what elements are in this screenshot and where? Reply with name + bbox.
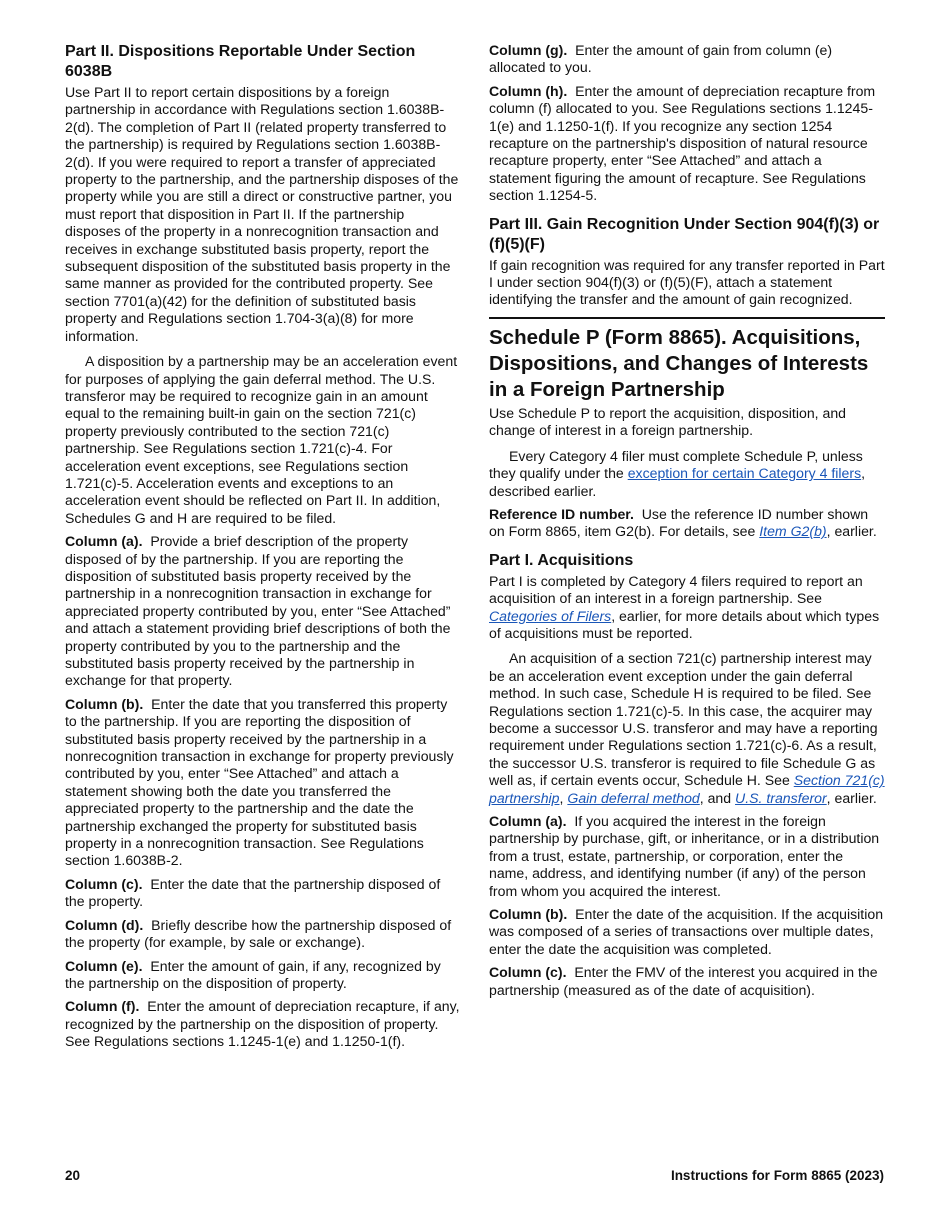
column-c-label: Column (c). xyxy=(65,875,143,892)
column-g-label: Column (g). xyxy=(489,42,568,58)
column-c-text: Enter the date that the partnership disposed of the property. xyxy=(65,875,441,910)
part1-column-a-text: If you acquired the interest in the foreign partnership by purchase, gift, or inheritance, or in a distribution from a trust, estate, partnership, or corporation, enter the name, address, and identifying number (if any) of the person from whom you acquired the interest. xyxy=(489,813,880,899)
schedule-p-heading: Schedule P (Form 8865). Acquisitions, Dispositions, and Changes of Interests in a Foreign Partnership xyxy=(489,325,869,401)
page-number: 20 xyxy=(65,1168,81,1183)
column-d-text: Briefly describe how the partnership disposed of the property (for example, by sale or exchange). xyxy=(65,916,452,951)
part1-p2-sep-2: , and xyxy=(699,789,736,806)
sp-p2-text-b: , described earlier. xyxy=(489,465,866,499)
column-d-label: Column (d). xyxy=(65,916,144,933)
reference-id-text-a: Use the reference ID number shown on Form 8865, item G2(b). For details, see xyxy=(489,505,869,540)
column-b-text: Enter the date that you transferred this property to the partnership. If you are reporting the disposition of substituted basis property received by the partnership in a nonrecognition transaction in exchange for property previously contributed by you, enter “See Attached” and attach a statement showing both the date you transferred the appreciated property to the partnership and the date the partnership exchanged the property for substituted basis property in a nonrecognition transaction. See Regulations section 1.6038B-2. xyxy=(65,695,454,869)
part1-heading: Part I. Acquisitions xyxy=(489,551,634,569)
part1-p2-sep-1: , xyxy=(559,789,568,806)
part1-column-c-label: Column (c). xyxy=(489,964,567,981)
reference-id-text-b: , earlier. xyxy=(826,523,877,540)
column-h-label: Column (h). xyxy=(489,82,568,99)
part1-p2-text-b: , earlier. xyxy=(826,789,877,806)
column-h-text: Enter the amount of depreciation recapture from column (f) allocated to you. See Regulations sections 1.1245-1(e) and 1.1250-1(f). If you recognize any section 1254 recapture on the partnership's disposition of natural resource recapture property, enter “See Attached” and attach a statement figuring the amount of recapture. See Regulations section 1.1254-5. xyxy=(489,82,876,204)
section-721c-partnership-link[interactable]: Section 721(c) partnership xyxy=(489,772,885,806)
part1-column-c-text: Enter the FMV of the interest you acquired in the partnership (measured as of the date of acquisition). xyxy=(489,964,878,998)
column-f-label: Column (f). xyxy=(65,998,140,1015)
section-divider xyxy=(489,317,885,319)
column-b-label: Column (b). xyxy=(65,695,144,712)
exception-category-4-link[interactable]: exception for certain Category 4 filers xyxy=(627,465,862,482)
part3-heading: Part III. Gain Recognition Under Section 904(f)(3) or (f)(5)(F) xyxy=(489,215,880,253)
schedule-p-paragraph-2 xyxy=(489,448,885,500)
part1-paragraph-2 xyxy=(489,650,885,807)
item-g2b-link[interactable]: Item G2(b) xyxy=(759,523,827,540)
part1-p2-text-a: An acquisition of a section 721(c) partnership interest may be an acceleration event exception under the gain deferral method. In such case, Schedule H is required to be filed. See Regulations section 1.721(c)-5. In this case, the acquirer may become a successor U.S. transferor and may have a reporting requirement under Regulations section 1.721(c)-6. As a result, the successor U.S. transferor is required to file Schedule G as well as, if certain events occur, Schedule H. See xyxy=(489,650,878,789)
part1-column-b-text: Enter the date of the acquisition. If the acquisition was composed of a series of transactions over multiple dates, enter the date the acquisition was completed. xyxy=(489,906,884,957)
column-h-entry xyxy=(489,83,885,205)
part1-p1-text-b: , earlier, for more details about which types of acquisitions must be reported. xyxy=(489,607,880,641)
part1-column-a-entry xyxy=(489,813,885,900)
part2-heading: Part II. Dispositions Reportable Under Section 6038B xyxy=(65,43,416,80)
part1-column-a-label: Column (a). xyxy=(489,813,567,829)
part1-column-b-entry xyxy=(489,906,885,958)
part2-paragraph-1: Use Part II to report certain dispositions by a foreign partnership in accordance with Regulations section 1.6038B-2(d). The completion of Part II (related property transferred to the partnership) is required by Regulations section 1.6038B-2(d). If you were required to report a transfer of appreciated property to the partnership, and the partnership disposes of the property while you are still a direct or constructive partner, you must report that disposition in Part II. If the partnership disposes of the property in a nonrecognition transaction and receives in exchange substituted basis property, report the subsequent disposition of the substituted basis property in the same manner as provided for the contributed property. See section 7701(a)(42) for the definition of substituted basis property and Regulations section 1.704-3(a)(8) for more information. xyxy=(65,84,459,344)
right-column xyxy=(489,42,885,1005)
schedule-p-paragraph-1: Use Schedule P to report the acquisition, disposition, and change of interest in a foreign partnership. xyxy=(489,404,847,439)
categories-of-filers-link[interactable]: Categories of Filers xyxy=(489,607,612,624)
us-transferor-link[interactable]: U.S. transferor xyxy=(735,789,827,806)
column-a-text: Provide a brief description of the property disposed of by the partnership. If you are reporting the disposition of substituted basis property received by the partnership in a nonrecognition transaction in exchange for appreciated property contributed by you, enter “See Attached” and attach a statement providing brief descriptions of both the property contributed by you to the partnership and the substituted basis property received by the partnership in exchange for that property. xyxy=(65,533,451,689)
part2-paragraph-2: A disposition by a partnership may be an acceleration event for purposes of applying the gain deferral method. The U.S. transferor may be required to recognize gain in an amount equal to the remaining built-in gain on the section 721(c) property previously contributed to the section 721(c) partnership. See Regulations section 1.721(c)-4. For acceleration event exceptions, see Regulations section 1.721(c)-5. Acceleration events and exceptions to an acceleration event should be reflected on Part II. In addition, Schedules G and H are required to be filed. xyxy=(65,353,458,526)
column-b-entry xyxy=(65,696,461,870)
gain-deferral-method-link[interactable]: Gain deferral method xyxy=(567,789,700,806)
column-e-text: Enter the amount of gain, if any, recognized by the partnership on the disposition of property. xyxy=(65,957,441,991)
column-d-entry xyxy=(65,917,461,952)
part1-column-c-entry xyxy=(489,964,885,999)
column-e-label: Column (e). xyxy=(65,957,143,974)
part3-text: If gain recognition was required for any transfer reported in Part I under section 904(f)(3) or (f)(5)(F), attach a statement identifying the transfer and the amount of gain recognized. xyxy=(489,256,885,308)
column-e-entry xyxy=(65,958,461,993)
left-column xyxy=(65,42,461,1057)
column-a-label: Column (a). xyxy=(65,533,143,550)
column-f-entry xyxy=(65,998,461,1050)
column-f-text: Enter the amount of depreciation recapture, if any, recognized by the partnership on the disposition of property. See Regulations sections 1.1245-1(e) and 1.1250-1(f). xyxy=(65,998,460,1050)
sp-p2-text-a: Every Category 4 filer must complete Schedule P, unless they qualify under the xyxy=(489,447,863,482)
reference-id-entry xyxy=(489,506,885,541)
column-a-entry xyxy=(65,533,461,690)
column-c-entry xyxy=(65,876,461,911)
column-g-text: Enter the amount of gain from column (e) allocated to you. xyxy=(489,42,833,76)
reference-id-label: Reference ID number. xyxy=(489,505,634,522)
part1-paragraph-1 xyxy=(489,573,885,643)
column-g-entry xyxy=(489,42,885,77)
form-title-footer: Instructions for Form 8865 (2023) xyxy=(670,1168,884,1183)
part1-p1-text-a: Part I is completed by Category 4 filers required to report an acquisition of an interest in a foreign partnership. See xyxy=(489,572,863,607)
part1-column-b-label: Column (b). xyxy=(489,906,568,923)
